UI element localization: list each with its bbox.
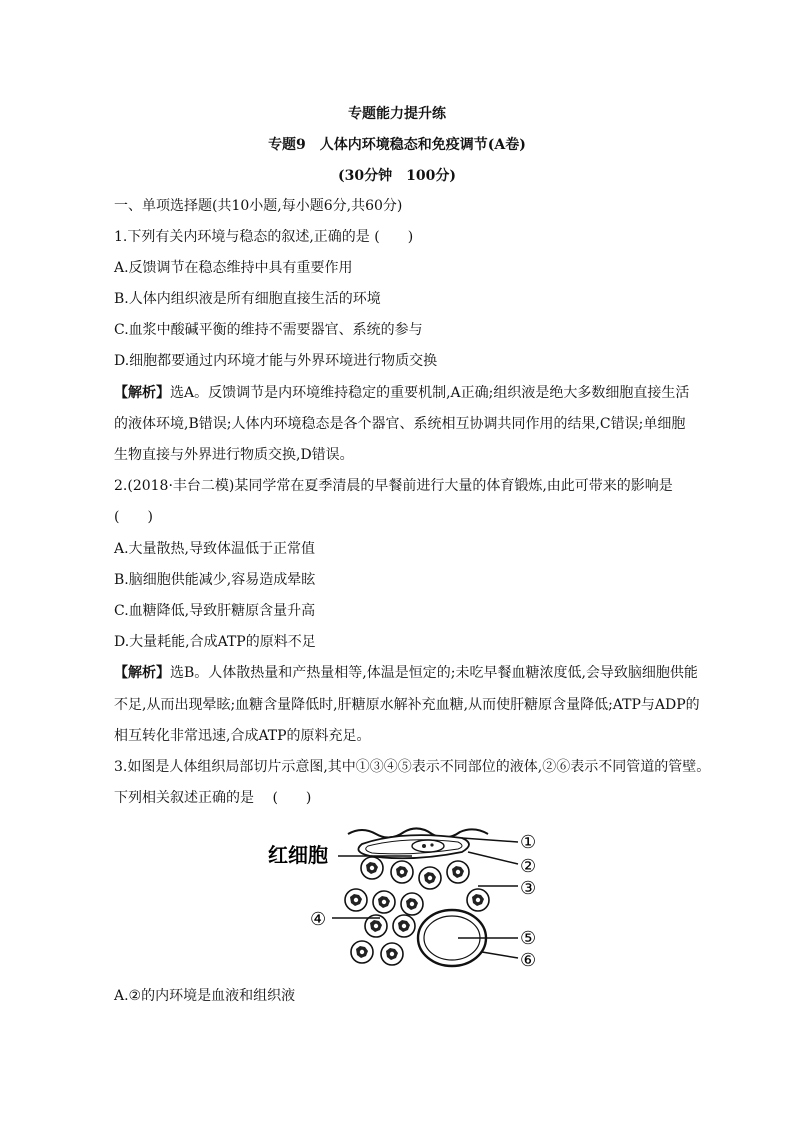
figure-label-3: ③ bbox=[520, 878, 537, 899]
q2-analysis-line-3: 相互转化非常迅速,合成ATP的原料充足。 bbox=[114, 728, 371, 744]
figure-label-1: ① bbox=[520, 832, 537, 853]
q2-analysis-text-1: 选B。人体散热量和产热量相等,体温是恒定的;未吃早餐血糖浓度低,会导致脑细胞供能 bbox=[170, 665, 698, 681]
analysis-tag: 【解析】 bbox=[114, 385, 170, 401]
rbc-label: 红细胞 bbox=[268, 843, 328, 867]
q1-analysis-line-3: 生物直接与外界进行物质交换,D错误。 bbox=[114, 447, 354, 463]
red-blood-cell bbox=[345, 889, 367, 911]
q2-stem-line-2: ( ) bbox=[114, 509, 153, 525]
q1-option-d: D.细胞都要通过内环境才能与外界环境进行物质交换 bbox=[114, 353, 438, 369]
q1-analysis-line-2: 的液体环境,B错误;人体内环境稳态是各个器官、系统相互协调共同作用的结果,C错误;单细胞 bbox=[114, 416, 686, 432]
figure-label-5: ⑤ bbox=[520, 928, 537, 949]
red-blood-cell bbox=[401, 893, 423, 915]
q3-option-a: A.②的内环境是血液和组织液 bbox=[114, 988, 296, 1004]
q2-option-c: C.血糖降低,导致肝糖原含量升高 bbox=[114, 603, 316, 619]
figure-label-6: ⑥ bbox=[520, 950, 537, 971]
q3-stem-line-2: 下列相关叙述正确的是 ( ) bbox=[114, 790, 312, 806]
figure-label-2: ② bbox=[520, 856, 537, 877]
q2-analysis-line-1 bbox=[114, 663, 714, 683]
q1-option-b: B.人体内组织液是所有细胞直接生活的环境 bbox=[114, 291, 381, 307]
q2-option-a: A.大量散热,导致体温低于正常值 bbox=[114, 541, 316, 557]
page-subtitle: 专题9 人体内环境稳态和免疫调节(A卷) bbox=[268, 137, 526, 153]
q2-analysis-line-2: 不足,从而出现晕眩;血糖含量降低时,肝糖原水解补充血糖,从而使肝糖原含量降低;ATP与ADP的 bbox=[114, 697, 700, 713]
red-blood-cell bbox=[391, 861, 413, 883]
q1-option-a: A.反馈调节在稳态维持中具有重要作用 bbox=[114, 260, 353, 276]
q3-stem-line-1: 3.如图是人体组织局部切片示意图,其中①③④⑤表示不同部位的液体,②⑥表示不同管道的管壁。 bbox=[114, 759, 711, 775]
red-blood-cell bbox=[361, 857, 383, 879]
section-heading: 一、单项选择题(共10小题,每小题6分,共60分) bbox=[114, 198, 403, 214]
red-blood-cell bbox=[381, 943, 403, 965]
page-title: 专题能力提升练 bbox=[348, 106, 446, 122]
red-blood-cell bbox=[419, 867, 441, 889]
q2-option-b: B.脑细胞供能减少,容易造成晕眩 bbox=[114, 572, 316, 588]
time-score: (30分钟 100分) bbox=[338, 168, 456, 184]
figure-label-4: ④ bbox=[310, 909, 327, 930]
analysis-tag: 【解析】 bbox=[114, 665, 170, 681]
red-blood-cell bbox=[373, 891, 395, 913]
q1-option-c: C.血浆中酸碱平衡的维持不需要器官、系统的参与 bbox=[114, 322, 423, 338]
q2-option-d: D.大量耗能,合成ATP的原料不足 bbox=[114, 634, 316, 650]
red-blood-cell bbox=[351, 941, 373, 963]
q1-analysis-line-1 bbox=[114, 383, 714, 403]
q1-analysis-text-1: 选A。反馈调节是内环境维持稳定的重要机制,A正确;组织液是绝大多数细胞直接生活 bbox=[170, 385, 690, 401]
q2-stem-line-1: 2.(2018·丰台二模)某同学常在夏季清晨的早餐前进行大量的体育锻炼,由此可带来的影响是 bbox=[114, 478, 673, 494]
red-blood-cell bbox=[467, 889, 489, 911]
red-blood-cell bbox=[447, 861, 469, 883]
q1-stem: 1.下列有关内环境与稳态的叙述,正确的是 ( ) bbox=[114, 229, 414, 245]
red-blood-cell bbox=[393, 915, 415, 937]
tissue-section-figure bbox=[262, 822, 552, 972]
